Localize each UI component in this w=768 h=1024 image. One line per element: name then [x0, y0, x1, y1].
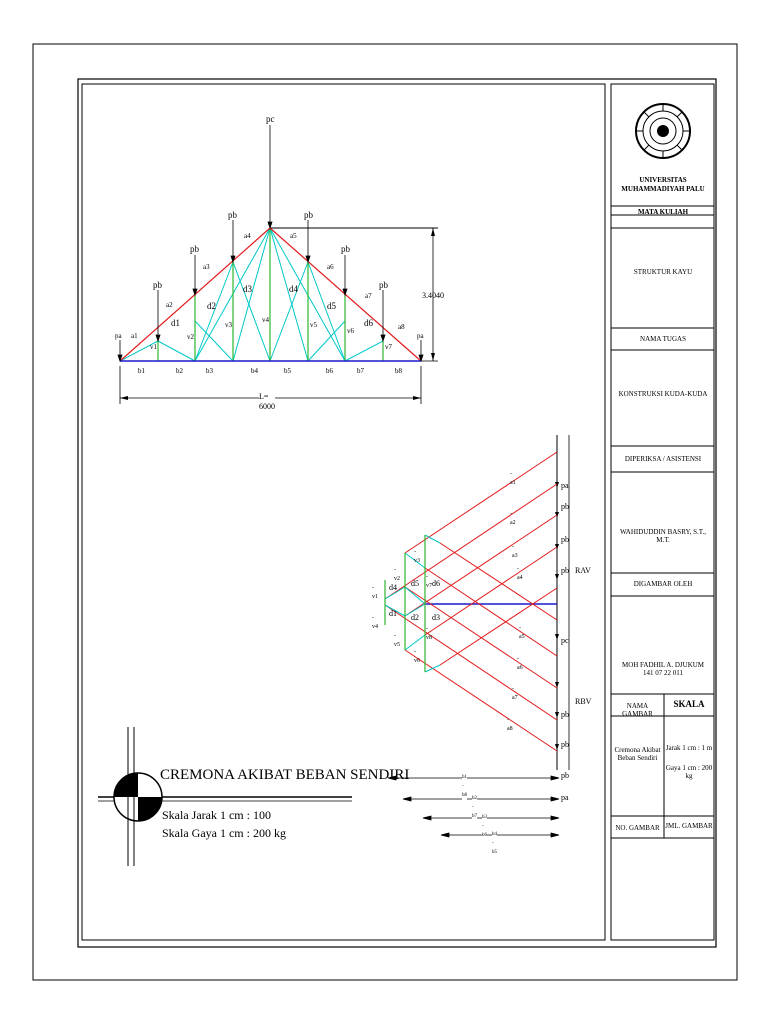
diagonal-member-label: d1 [171, 318, 180, 328]
course-label: MATA KULIAH [637, 208, 689, 216]
diagonal-member-label: d5 [327, 301, 336, 311]
member-label: d5 [411, 579, 419, 588]
diagonal-member-label: d2 [207, 301, 216, 311]
vertical-force-label: -v1 [372, 585, 378, 600]
truss-diagram [118, 125, 438, 404]
cremona-load-label: pb [561, 502, 569, 511]
cremona-load-label: pb [561, 566, 569, 575]
vertical-force-label: -v3 [414, 549, 420, 564]
bottom-chord-label: b4 [251, 367, 258, 375]
diagonal-member-label: d3 [243, 284, 252, 294]
truss-span-label: L= 6000 [259, 392, 275, 411]
member-label: d4 [389, 583, 397, 592]
reaction-label: RAV [575, 566, 591, 575]
force-label: -a3 [512, 544, 518, 559]
task-label: NAMA TUGAS [640, 335, 686, 343]
vertical-member-label: v1 [150, 343, 157, 351]
cremona-load-label: pb [561, 710, 569, 719]
university-name-line2: MUHAMMADIYAH PALU [621, 185, 705, 193]
sheet-count-label: JML. GAMBAR [665, 822, 713, 830]
cremona-load-label: pa [561, 481, 569, 490]
vertical-member-label: v3 [225, 321, 232, 329]
vertical-member-label: v7 [385, 343, 392, 351]
vertical-member-label: v4 [262, 316, 269, 324]
task-value: KONSTRUKSI KUDA-KUDA [618, 390, 708, 398]
vertical-force-label: -v2 [394, 567, 400, 582]
bottom-chord-label: b7 [357, 367, 364, 375]
load-label: pb [153, 280, 162, 290]
vertical-force-label: -v8 [426, 626, 432, 641]
checked-label: DIPERIKSA / ASISTENSI [624, 455, 702, 463]
vertical-force-label: -v4 [372, 615, 378, 630]
scale-line1: Jarak 1 cm : 1 m [665, 744, 713, 752]
diagonal-member-label: d4 [289, 284, 298, 294]
apex-load-label: pc [266, 114, 275, 124]
cremona-load-label: pb [561, 771, 569, 780]
load-label: pb [379, 280, 388, 290]
load-label: pa [417, 332, 424, 340]
load-label: pb [304, 210, 313, 220]
vertical-member-label: v5 [310, 321, 317, 329]
drawn-by-label: DIGAMBAR OLEH [633, 580, 693, 588]
bottom-chord-label: b5 [284, 367, 291, 375]
bottom-chord-label: b1 [138, 367, 145, 375]
dimension-label: b3 - b6 [482, 815, 487, 838]
drawing-number-label: NO. GAMBAR [615, 824, 660, 832]
drawing-name-line1: Cremona Akibat [614, 746, 661, 754]
top-chord-label: a3 [203, 263, 210, 271]
bottom-chord-label: b6 [326, 367, 333, 375]
force-label: -a4 [517, 566, 523, 581]
vertical-force-label: -v6 [414, 649, 420, 664]
drawing-name-line2: Beban Sendiri [617, 754, 658, 762]
scale-label: SKALA [673, 699, 705, 709]
force-label: -a7 [512, 686, 518, 701]
diagonal-member-label: d6 [364, 318, 373, 328]
dimension-label: b2 - b7 [472, 796, 477, 819]
top-chord-label: a4 [244, 232, 251, 240]
force-label: -a6 [517, 656, 523, 671]
member-label: d2 [411, 613, 419, 622]
scale-line2: Gaya 1 cm : 200 kg [665, 764, 713, 780]
vertical-force-label: -v7 [426, 574, 432, 589]
top-chord-label: a8 [398, 323, 405, 331]
top-chord-label: a6 [327, 263, 334, 271]
load-label: pb [190, 244, 199, 254]
course-value: STRUKTUR KAYU [633, 268, 693, 276]
legend-symbol [98, 727, 352, 866]
dimension-label: b1 - b8 [462, 775, 467, 798]
member-label: d3 [432, 613, 440, 622]
force-label: -a2 [510, 511, 516, 526]
bottom-chord-label: b8 [395, 367, 402, 375]
vertical-force-label: -v5 [394, 633, 400, 648]
drawing-title: CREMONA AKIBAT BEBAN SENDIRI [160, 767, 410, 783]
bottom-chord-label: b2 [176, 367, 183, 375]
top-chord-label: a7 [365, 292, 372, 300]
dimension-label: b4 - b5 [492, 832, 497, 855]
top-chord-label: a2 [166, 301, 173, 309]
reaction-label: RBV [575, 697, 592, 706]
cremona-load-label: pc [561, 636, 569, 645]
author-id: 141 07 22 011 [643, 669, 683, 677]
truss-height-label: 3.4040 [422, 291, 444, 300]
checker-name: WAHIDUDDIN BASRY, S.T., M.T. [619, 528, 707, 544]
member-label: d6 [432, 579, 440, 588]
cremona-load-label: pa [561, 793, 569, 802]
load-label: pa [115, 332, 122, 340]
author-name: MOH FADHIL A. DJUKUM [621, 661, 705, 669]
force-scale: Skala Gaya 1 cm : 200 kg [162, 826, 286, 840]
bottom-chord-label: b3 [206, 367, 213, 375]
force-label: -a5 [519, 625, 525, 640]
top-chord-label: a1 [131, 332, 138, 340]
cremona-diagram [385, 435, 569, 837]
university-logo [636, 104, 690, 158]
force-label: -a8 [507, 717, 513, 732]
load-label: pb [341, 244, 350, 254]
member-label: d1 [389, 609, 397, 618]
cremona-load-label: pb [561, 740, 569, 749]
drawing-area [82, 84, 605, 940]
cremona-load-label: pb [561, 535, 569, 544]
load-label: pb [228, 210, 237, 220]
university-name-line1: UNIVERSITAS [639, 176, 687, 184]
vertical-member-label: v6 [347, 327, 354, 335]
drawing-name-label: NAMA GAMBAR [622, 702, 653, 718]
vertical-member-label: v2 [187, 333, 194, 341]
force-label: -a1 [510, 471, 516, 486]
top-chord-label: a5 [290, 232, 297, 240]
distance-scale: Skala Jarak 1 cm : 100 [162, 808, 271, 822]
